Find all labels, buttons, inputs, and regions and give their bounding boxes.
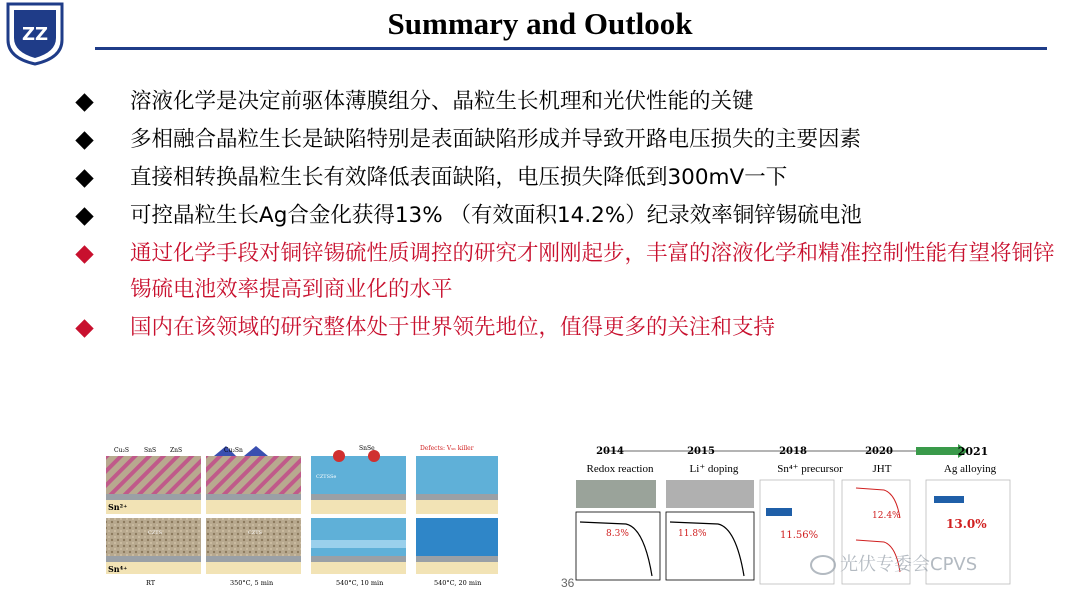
label-zns: ZnS <box>170 447 183 454</box>
sample-photo <box>576 480 656 508</box>
bullet-text: 溶液化学是决定前驱体薄膜组分、晶粒生长机理和光伏性能的关键 <box>130 89 754 114</box>
efficiency-value: 12.4% <box>872 511 901 521</box>
diamond-bullet-icon <box>75 93 93 111</box>
sem-images <box>666 480 754 508</box>
bullet-item <box>78 84 1063 120</box>
method-label: Li⁺ doping <box>689 463 739 475</box>
row-label-sn2: Sn²⁺ <box>108 502 128 512</box>
bullet-text: 多相融合晶粒生长是缺陷特别是表面缺陷形成并导致开路电压损失的主要因素 <box>130 127 862 152</box>
efficiency-value: 11.8% <box>678 529 707 539</box>
grain-growth-schematic <box>104 442 500 588</box>
watermark-text: 光伏专委会CPVS <box>840 554 978 575</box>
slide-title: Summary and Outlook <box>387 6 693 41</box>
column-label: 350°C, 5 min <box>230 579 274 587</box>
year-label: 2020 <box>865 446 893 457</box>
label-defects: Defects: Vₛₙ killer <box>420 445 474 452</box>
bullet-text: 直接相转换晶粒生长有效降低表面缺陷，电压损失降低到300mV一下 <box>130 165 788 190</box>
layer-label: CZTS <box>148 530 163 536</box>
layer-label: CZTS <box>248 530 263 536</box>
bullet-item-highlight <box>78 236 1063 308</box>
method-label: Ag alloying <box>943 463 997 475</box>
column-label: RT <box>146 579 156 587</box>
layer-label: CZTSSe <box>316 474 337 480</box>
column-label: 540°C, 20 min <box>434 579 482 587</box>
bullet-item <box>78 198 1063 234</box>
method-label: JHT <box>872 463 892 475</box>
page-number: 36 <box>561 576 575 590</box>
label-cu2s: Cu₂S <box>114 447 129 454</box>
bullet-text: 国内在该领域的研究整体处于世界领先地位，值得更多的关注和支持 <box>130 315 776 340</box>
method-label: Sn⁴⁺ precursor <box>777 463 843 475</box>
diamond-bullet-icon <box>75 131 93 149</box>
bullet-text: 可控晶粒生长Ag合金化获得13% （有效面积14.2%）纪录效率铜锌锡硫电池 <box>130 203 862 228</box>
bullet-item-highlight <box>78 310 1063 346</box>
column-label: 540°C, 10 min <box>336 579 384 587</box>
bullet-item <box>78 122 1063 158</box>
timeline-method-labels <box>587 463 997 475</box>
title-underline <box>95 47 1047 50</box>
diamond-bullet-icon <box>75 207 93 225</box>
row-sn2-panels <box>106 446 498 514</box>
label-snse: SnSe <box>359 445 375 452</box>
jv-plot <box>576 512 660 580</box>
method-label: Redox reaction <box>586 463 654 475</box>
efficiency-value: 13.0% <box>946 517 987 531</box>
row-sn4-panels <box>106 518 498 574</box>
watermark <box>810 550 977 576</box>
year-label: 2014 <box>596 446 624 457</box>
efficiency-value: 8.3% <box>606 529 629 539</box>
row-label-sn4: Sn⁴⁺ <box>108 564 128 574</box>
jv-plot <box>666 512 754 580</box>
year-label: 2015 <box>687 446 715 457</box>
year-label: 2018 <box>779 446 807 457</box>
label-sns: SnS <box>144 447 157 454</box>
diamond-bullet-icon <box>75 319 93 337</box>
efficiency-value: 11.56% <box>780 530 819 541</box>
year-label: 2021 <box>957 445 989 458</box>
diamond-bullet-icon <box>75 169 93 187</box>
svg-text:ZZ: ZZ <box>21 24 49 45</box>
wechat-icon <box>810 555 836 575</box>
diamond-bullet-icon <box>75 245 93 263</box>
label-cu2sn: Cu₂Sn <box>224 447 243 454</box>
bullet-item <box>78 160 1063 196</box>
bullet-text: 通过化学手段对铜锌锡硫性质调控的研究才刚刚起步，丰富的溶液化学和精准控制性能有望将铜锌锡硫电池效率提高到商业化的水平 <box>130 241 1055 302</box>
bullet-list <box>78 84 1063 348</box>
